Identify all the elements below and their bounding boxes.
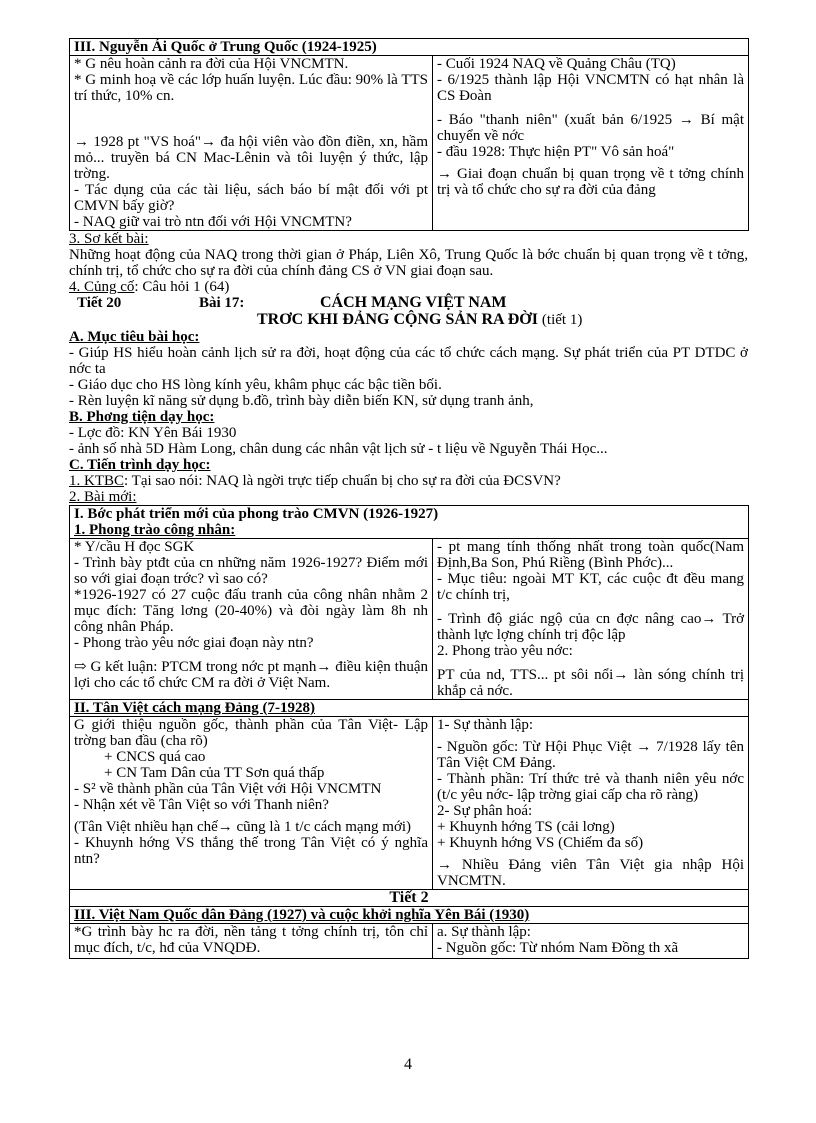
- text-line: - NAQ giữ vai trò ntn đối với Hội VNCMTN?: [74, 214, 352, 230]
- section-i-left: [70, 539, 433, 700]
- section-iii-vnqdd-left: [70, 924, 433, 959]
- text-line: *G trình bày hc ra đời, nền tảng t tởng chính trị, tôn chỉ mục đích, t/c, hđ của VNQDĐ.: [74, 924, 428, 956]
- text-line: 2. Phong trào yêu nớc:: [437, 643, 573, 659]
- text-line: - Cuối 1924 NAQ về Quảng Châu (TQ): [437, 56, 676, 72]
- objective-item: - Rèn luyện kĩ năng sử dụng b.đồ, trình bày diễn biến KN, sử dụng tranh ảnh,: [69, 393, 534, 409]
- text-line: - Nhận xét về Tân Việt so với Thanh niên?: [74, 797, 329, 813]
- text-line: ⇨ G kết luận: PTCM trong nớc pt mạnh→ điều kiện thuận lợi cho các tổ chức CM ra đời ở Việt Nam.: [74, 659, 428, 691]
- old-lesson-check: [69, 473, 748, 489]
- material-item: - Lợc đồ: KN Yên Bái 1930: [69, 425, 237, 441]
- text-line: - Trình độ giác ngộ của cn đợc nâng cao→ Trở thành lực lợng chính trị độc lập: [437, 611, 745, 643]
- section-iii-left: [70, 56, 433, 231]
- summary-title: 3. Sơ kết bài:: [69, 231, 149, 247]
- old-lesson-label: 1. KTBC: [69, 473, 125, 489]
- text-line: - Mục tiêu: ngoài MT KT, các cuộc đt đều mang t/c chính trị,: [437, 571, 745, 603]
- lesson-title-suffix: (tiết 1): [541, 312, 583, 328]
- section-i-title: I. Bớc phát triển mới của phong trào CMVN (1926-1927): [74, 506, 439, 522]
- material-item: - ảnh số nhà 5D Hàm Long, chân dung các nhân vật lịch sử - t liệu về Nguyễn Thái Học...: [69, 441, 608, 457]
- text-line: (Tân Việt nhiều hạn chế→ cũng là 1 t/c cách mạng mới): [74, 819, 412, 835]
- lesson-title-line2: [257, 312, 582, 328]
- text-line: 2- Sự phân hoá:: [437, 803, 533, 819]
- text-line: - Khuynh hớng VS thắng thế trong Tân Việt có ý nghĩa ntn?: [74, 835, 428, 867]
- text-line: - Phong trào yêu nớc giai đoạn này ntn?: [74, 635, 314, 651]
- lesson-title-text: TRƠC KHI ĐẢNG CỘNG SẢN RA ĐỜI: [257, 311, 538, 328]
- summary-block: [69, 231, 748, 295]
- section-iii-vnqdd-right: [433, 924, 749, 959]
- text-line: * Y/cầu H đọc SGK: [74, 539, 195, 555]
- text-line: - S² về thành phần của Tân Việt với Hội VNCMTN: [74, 781, 382, 797]
- text-line: - 6/1925 thành lập Hội VNCMTN có hạt nhân là CS Đoàn: [437, 72, 744, 104]
- text-line: → Giai đoạn chuẩn bị quan trọng về t tởng chính trị và tổ chức cho sự ra đời của đảng: [437, 166, 744, 198]
- text-line: - pt mang tính thống nhất trong toàn quốc(Nam Định,Ba Son, Phú Riềng (Bình Phớc)...: [437, 539, 745, 571]
- text-line: + Khuynh hớng VS (Chiếm đa số): [437, 835, 644, 851]
- text-line: * G minh hoạ về các lớp huấn luyện. Lúc đầu: 90% là TTS trí thức, 10% cn.: [74, 72, 428, 104]
- summary-text: Những hoạt động của NAQ trong thời gian ở Pháp, Liên Xô, Trung Quốc là bớc chuẩn bị quan trọng về t tởng, chính trị, tổ chức cho sự ra đời của chính đảng CS ở VN giai đoạn sau.: [69, 247, 748, 279]
- procedure-title: C. Tiến trình dạy học:: [69, 457, 211, 473]
- tiet-2-header: Tiết 2: [70, 890, 749, 907]
- text-line: → Nhiều Đảng viên Tân Việt gia nhập Hội VNCMTN.: [437, 857, 745, 889]
- text-line: G giới thiệu nguồn gốc, thành phần của Tân Việt- Lập trờng ban đầu (cha rõ): [74, 717, 428, 749]
- section-iii-vnqdd-header: III. Việt Nam Quốc dân Đảng (1927) và cuộc khởi nghĩa Yên Bái (1930): [70, 907, 749, 924]
- objectives-block: [69, 329, 748, 409]
- text-line: - đầu 1928: Thực hiện PT" Vô sản hoá": [437, 144, 675, 160]
- page-number: 4: [404, 1056, 412, 1073]
- section-iii-table: [69, 38, 749, 231]
- new-lesson-title: 2. Bài mới:: [69, 489, 137, 505]
- text-line: → 1928 pt "VS hoá"→ đa hội viên vào đồn điền, xn, hầm mỏ... truyền bá CN Mac-Lênin và tôi luyện ý thức, lập trờng.: [74, 134, 428, 182]
- section-iii-right: [433, 56, 749, 231]
- lesson-heading: [69, 295, 748, 329]
- section-ii-header: II. Tân Việt cách mạng Đảng (7-1928): [70, 700, 749, 717]
- consolidation-line: [69, 279, 748, 295]
- text-line: a. Sự thành lập:: [437, 924, 531, 940]
- consolidation-label: 4. Củng cố: [69, 279, 135, 295]
- lesson-number: Bài 17:: [199, 295, 245, 311]
- text-line: - Nguồn gốc: Từ Hội Phục Việt → 7/1928 lấy tên Tân Việt CM Đảng.: [437, 739, 745, 771]
- objectives-title: A. Mục tiêu bài học:: [69, 329, 200, 345]
- text-line: - Thành phần: Trí thức trẻ và thanh niên yêu nớc (t/c yêu nớc- lập trờng giai cấp cha rõ ràng): [437, 771, 745, 803]
- text-line: + CNCS quá cao: [104, 749, 206, 765]
- text-line: PT của nd, TTS... pt sôi nổi→ làn sóng chính trị khắp cả nớc.: [437, 667, 745, 699]
- procedure-block: [69, 457, 748, 505]
- text-line: + Khuynh hớng TS (cải lơng): [437, 819, 615, 835]
- text-line: *1926-1927 có 27 cuộc đấu tranh của công nhân nhằm 2 mục đích: Tăng lơng (20-40%) và đòi ngày làm 8h nh công nhân Pháp.: [74, 587, 428, 635]
- old-lesson-text: : Tại sao nói: NAQ là ngời trực tiếp chuẩn bị cho sự ra đời của ĐCSVN?: [124, 473, 561, 489]
- text-line: - Tác dụng của các tài liệu, sách báo bí mật đối với pt CMVN bấy giờ?: [74, 182, 428, 214]
- text-line: + CN Tam Dân của TT Sơn quá thấp: [104, 765, 325, 781]
- lesson-period: Tiết 20: [77, 295, 122, 311]
- text-line: - Trình bày ptđt của cn những năm 1926-1927? Điểm mới so với giai đoạn trớc? vì sao có?: [74, 555, 428, 587]
- text-line: 1- Sự thành lập:: [437, 717, 534, 733]
- lesson-table: [69, 505, 749, 959]
- objective-item: - Giúp HS hiểu hoàn cảnh lịch sử ra đời, hoạt động của các tổ chức cách mạng. Sự phát triển của PT DTDC ở nớc ta: [69, 345, 748, 377]
- section-ii-left: [70, 717, 433, 890]
- document-page: [69, 38, 748, 959]
- text-line: - Nguồn gốc: Từ nhóm Nam Đồng th xã: [437, 940, 679, 956]
- objective-item: - Giáo dục cho HS lòng kính yêu, khâm phục các bậc tiền bối.: [69, 377, 442, 393]
- text-line: * G nêu hoàn cảnh ra đời của Hội VNCMTN.: [74, 56, 349, 72]
- section-iii-header: III. Nguyễn Ái Quốc ở Trung Quốc (1924-1925): [70, 39, 749, 56]
- section-i-subtitle: 1. Phong trào công nhân:: [74, 522, 236, 538]
- consolidation-text: : Câu hỏi 1 (64): [134, 279, 230, 295]
- materials-block: [69, 409, 748, 457]
- section-ii-right: [433, 717, 749, 890]
- section-i-right: [433, 539, 749, 700]
- text-line: - Báo "thanh niên" (xuất bản 6/1925 → Bí mật chuyển về nớc: [437, 112, 744, 144]
- materials-title: B. Phơng tiện dạy học:: [69, 409, 215, 425]
- lesson-title-line1: CÁCH MẠNG VIỆT NAM: [320, 294, 507, 311]
- section-i-header: [70, 506, 749, 539]
